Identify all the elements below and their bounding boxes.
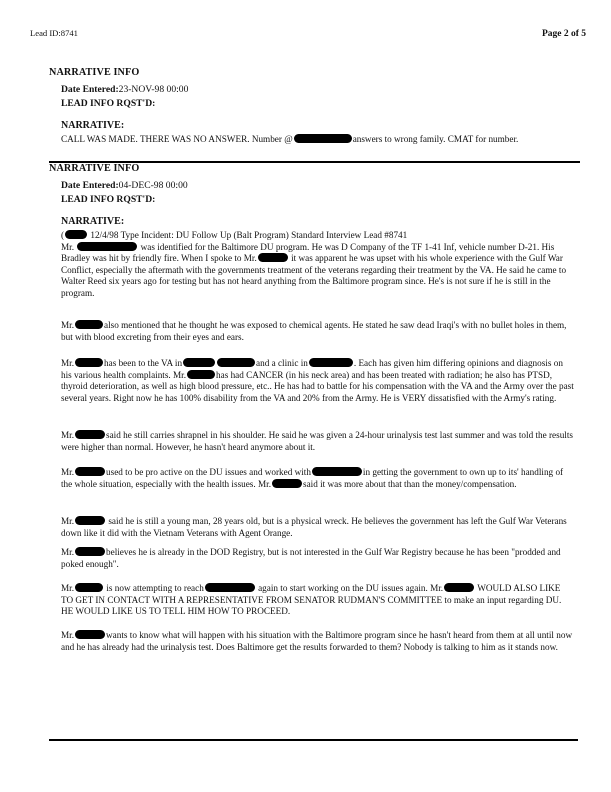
narrative-paragraph-5 xyxy=(61,467,574,490)
paragraph-text: and a clinic in xyxy=(256,358,308,368)
paragraph-text: Mr. xyxy=(61,358,75,368)
redaction xyxy=(75,320,103,329)
narrative-paragraph-2 xyxy=(61,320,574,343)
paragraph-text: has had CANCER (in his neck area) and has been treated with radiation; he also has PTSD, thyroid deterioration, as well as high blood pressure, etc.. He has had to battle for his compensation with the VA and the Army over the past several years. Right now he has 100% disability from the VA and 20% from the Army. He is VERY dissatisfied with the Army's rating. xyxy=(61,369,574,403)
paragraph-text: Mr. xyxy=(61,241,77,252)
paragraph-text: Mr. xyxy=(61,430,75,440)
narrative-paragraph-4 xyxy=(61,430,574,453)
paragraph-text: Mr. xyxy=(61,583,75,593)
section2-title: NARRATIVE INFO xyxy=(49,163,140,174)
redaction xyxy=(309,358,353,367)
lead-id: Lead ID:8741 xyxy=(30,28,78,38)
paragraph-text: in getting the government to own up to its' handling of the whole situation, especially with the health issues. Mr. xyxy=(61,467,564,489)
paragraph-text: said he still carries shrapnel in his shoulder. He said he was given a 24-hour urinalysis test last summer and was told the results were higher than normal. However, he hasn't heard anymore about it. xyxy=(61,430,573,452)
redaction xyxy=(183,358,215,367)
section1-date-value: 23-NOV-98 00:00 xyxy=(118,84,189,95)
bottom-rule xyxy=(49,739,578,741)
paragraph-text: also mentioned that he thought he was exposed to chemical agents. He stated he saw dead Iraqi's with no bullet holes in them, but with blood excreting from their eyes and ears. xyxy=(61,320,567,342)
section1-narrative-label: NARRATIVE: xyxy=(61,120,125,131)
redaction xyxy=(75,583,103,592)
section2-narrative-label: NARRATIVE: xyxy=(61,216,125,227)
paragraph-text: said it was more about that than the money/compensation. xyxy=(303,478,517,489)
redaction xyxy=(75,516,105,525)
redaction xyxy=(75,467,105,476)
paragraph-text: Mr. xyxy=(61,630,75,640)
paragraph-text: wants to know what will happen with his situation with the Baltimore program since he hasn't heard from them at all until now and he has already had the urinalysis test. Does Baltimore get the results forwarded to them? Nobody is talking to him as it stands now. xyxy=(61,630,573,652)
narrative-paragraph-6 xyxy=(61,516,574,539)
paragraph-text: Mr. xyxy=(61,547,75,557)
section1-narrative xyxy=(61,134,574,146)
narrative-paragraph-9 xyxy=(61,630,574,653)
paragraph-text: . Each has given him differing opinions and diagnosis on his various health complaints. Mr. xyxy=(61,358,563,380)
section2-lead-info xyxy=(61,194,155,205)
redaction xyxy=(205,583,255,592)
paragraph-text: it was apparent he was upset with his whole experience with the Gulf War Conflict, especially the aftermath with the governments treatment of the veterans regarding their treatment by the VA. He said he came to Walter Reed six years ago for testing but has not heard anything from the Baltimore program since. He's is not sure if he is still in the program. xyxy=(61,253,567,298)
section1-date xyxy=(61,84,188,95)
section2-date xyxy=(61,180,188,191)
redaction xyxy=(294,134,352,143)
section2-date-label: Date Entered: xyxy=(61,180,119,191)
redaction xyxy=(444,583,474,592)
paragraph-text: again to start working on the DU issues again. Mr. xyxy=(255,583,444,593)
paragraph-text: 12/4/98 Type Incident: DU Follow Up (Balt Program) Standard Interview Lead #8741 xyxy=(88,230,408,240)
section2-lead-info-label: LEAD INFO RQST'D: xyxy=(61,194,156,205)
paragraph-text: believes he is already in the DOD Registry, but is not interested in the Gulf War Registry because he has been "prodded and poked enough". xyxy=(61,547,561,569)
redaction xyxy=(75,547,105,556)
narrative-paragraph-1 xyxy=(61,230,574,300)
paragraph-text: Mr. xyxy=(61,320,75,330)
paragraph-text: Mr. xyxy=(61,516,75,526)
narrative-paragraph-3 xyxy=(61,358,574,404)
narrative-paragraph-8 xyxy=(61,583,574,618)
redaction xyxy=(217,358,255,367)
section1-title: NARRATIVE INFO xyxy=(49,67,140,78)
paragraph-text: has been to the VA in xyxy=(104,358,183,368)
paragraph-text: is now attempting to reach xyxy=(104,583,204,593)
section1-date-label: Date Entered: xyxy=(61,84,119,95)
section1-narrative-text: CALL WAS MADE. THERE WAS NO ANSWER. Number @ xyxy=(61,134,293,144)
paragraph-text: WOULD ALSO LIKE TO GET IN CONTACT WITH A REPRESENTATIVE FROM SENATOR RUDMAN'S COMMITTEE to make an input regarding DU. HE WOULD LIKE US TO TELL HIM HOW TO PROCEED. xyxy=(61,583,562,617)
paragraph-text: ( xyxy=(61,230,65,240)
paragraph-text: said he is still a young man, 28 years old, but is a physical wreck. He believes the government has left the Gulf War Veterans down like it did with the Vietnam Veterans with Agent Orange. xyxy=(61,516,567,538)
section2-date-value: 04-DEC-98 00:00 xyxy=(118,180,188,191)
redaction xyxy=(77,242,137,251)
paragraph-text: Mr. xyxy=(61,467,75,477)
redaction xyxy=(75,630,105,639)
page-number: Page 2 of 5 xyxy=(541,29,586,39)
section1-narrative-text: answers to wrong family. CMAT for number. xyxy=(352,134,519,144)
redaction xyxy=(312,467,362,476)
paragraph-text: used to be pro active on the DU issues and worked with xyxy=(106,467,311,477)
redaction xyxy=(272,479,302,488)
narrative-paragraph-7 xyxy=(61,547,574,570)
redaction xyxy=(258,253,288,262)
section1-lead-info xyxy=(61,98,155,109)
section1-lead-info-label: LEAD INFO RQST'D: xyxy=(61,98,156,109)
paragraph-text: was identified for the Baltimore DU program. He was D Company of the TF 1-41 Inf, vehicle number D-21. His Bradley was hit by friendly fire. When I spoke to Mr. xyxy=(61,241,555,264)
redaction xyxy=(75,430,105,439)
redaction xyxy=(75,358,103,367)
redaction xyxy=(187,370,215,379)
redaction xyxy=(65,230,87,239)
